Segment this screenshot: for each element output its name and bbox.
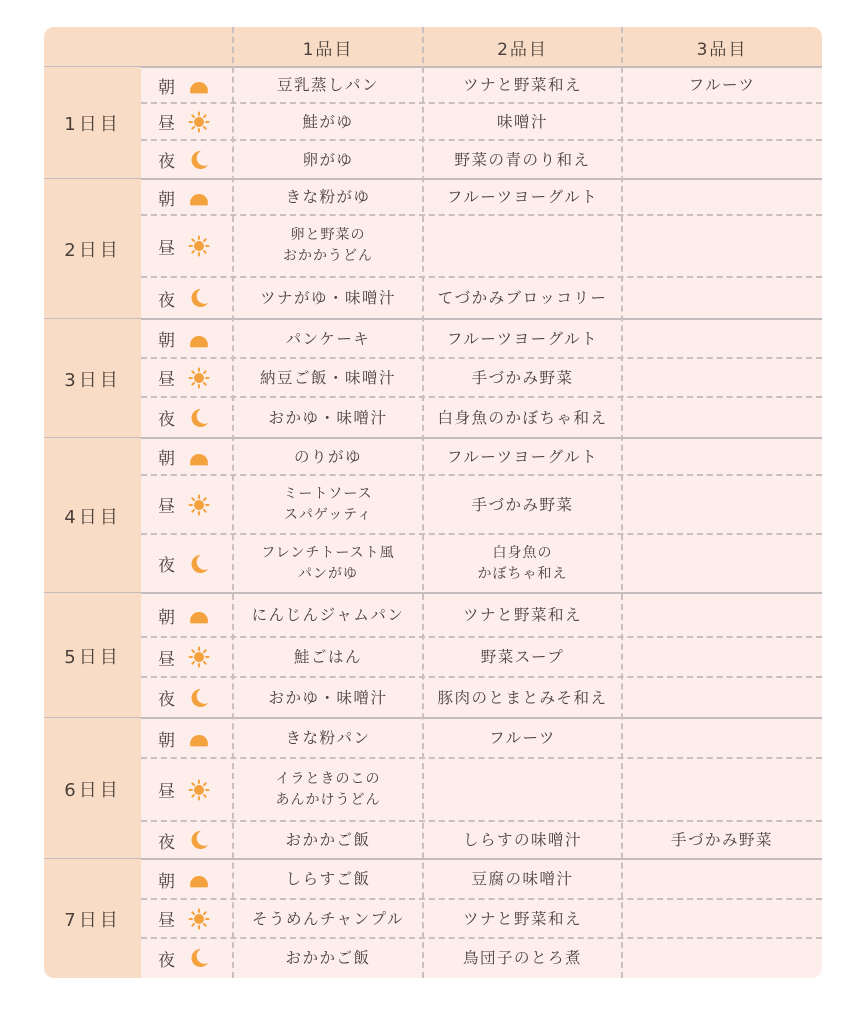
dish-cell: イラときのこの あんかけうどん <box>275 770 381 808</box>
dish-cell: しらすご飯 <box>285 870 371 888</box>
dish-cell <box>622 103 822 140</box>
sun-icon <box>188 494 210 516</box>
dish-cell: のりがゆ <box>293 447 362 466</box>
dish-cell <box>622 718 822 758</box>
dish-cell: にんじんジャムパン <box>251 606 405 624</box>
meal-label: 夜 <box>158 410 175 430</box>
sunrise-icon <box>188 328 210 350</box>
sunrise-icon <box>188 74 210 96</box>
meal-night <box>141 534 233 593</box>
sunrise-icon <box>188 446 210 468</box>
meal-night <box>141 140 233 179</box>
day-label: 2日目 <box>44 179 141 319</box>
meal-noon <box>141 475 233 534</box>
day-label: 6日目 <box>44 718 141 859</box>
meal-night <box>141 677 233 718</box>
day-label: 7日目 <box>44 859 141 978</box>
dish-cell <box>622 859 822 899</box>
dish-cell <box>423 758 622 821</box>
dish-cell: 卵がゆ <box>302 150 354 169</box>
meal-noon <box>141 899 233 938</box>
dish-cell <box>622 677 822 718</box>
dish-cell: おかかご飯 <box>285 831 371 849</box>
header-col-1: 1品目 <box>302 39 354 60</box>
meal-label: 朝 <box>158 449 175 469</box>
dish-cell: ツナと野菜和え <box>462 606 582 624</box>
dish-cell <box>622 899 822 938</box>
dish-cell: 鮭ごはん <box>293 648 362 666</box>
dish-cell: きな粉がゆ <box>285 188 371 206</box>
meal-night <box>141 821 233 859</box>
meal-morning <box>141 319 233 358</box>
day-label: 5日目 <box>44 593 141 718</box>
meal-label: 朝 <box>158 607 175 628</box>
dish-cell <box>622 593 822 637</box>
dish-cell <box>622 179 822 215</box>
meal-morning <box>141 859 233 899</box>
sunrise-icon <box>188 868 210 890</box>
dish-cell <box>622 534 822 593</box>
dish-cell: 味噌汁 <box>496 112 548 131</box>
dish-cell: 納豆ご飯・味噌汁 <box>259 368 396 387</box>
dish-cell: フルーツヨーグルト <box>446 188 599 206</box>
sun-icon <box>188 779 210 801</box>
meal-label: 朝 <box>158 77 175 98</box>
dish-cell: 卵と野菜の おかかうどん <box>283 227 373 264</box>
crescent-moon-icon <box>188 829 210 851</box>
meal-noon <box>141 358 233 397</box>
dish-cell: 野菜スープ <box>480 648 565 666</box>
header-col-2: 2品目 <box>497 39 548 60</box>
sunrise-icon <box>188 604 210 626</box>
crescent-moon-icon <box>188 149 210 171</box>
sun-icon <box>188 367 210 389</box>
dish-cell: 手づかみ野菜 <box>471 495 574 514</box>
dish-cell: てづかみブロッコリー <box>437 289 608 307</box>
dish-cell: パンケーキ <box>285 329 371 348</box>
crescent-moon-icon <box>188 287 210 309</box>
dish-cell <box>622 215 822 277</box>
meal-morning <box>141 593 233 637</box>
dish-cell <box>622 938 822 978</box>
crescent-moon-icon <box>188 553 210 575</box>
dish-cell <box>622 438 822 475</box>
crescent-moon-icon <box>188 407 210 429</box>
dish-cell: おかゆ・味噌汁 <box>268 688 388 707</box>
header-col-3: 3品目 <box>696 39 748 60</box>
dish-cell: 手づかみ野菜 <box>670 831 773 849</box>
day-label: 3日目 <box>44 319 141 438</box>
crescent-moon-icon <box>188 947 210 969</box>
dish-cell: フルーツ <box>489 729 556 747</box>
dish-cell: おかかご飯 <box>285 949 371 967</box>
meal-label: 昼 <box>158 238 175 259</box>
dish-cell: 白身魚の かぼちゃ和え <box>477 544 568 582</box>
meal-plan-table <box>44 27 822 978</box>
meal-morning <box>141 438 233 475</box>
day-label: 4日目 <box>44 438 141 593</box>
meal-label: 夜 <box>158 290 175 311</box>
sun-icon <box>188 111 210 133</box>
meal-label: 夜 <box>158 152 175 172</box>
dish-cell <box>423 215 622 277</box>
meal-label: 昼 <box>158 782 175 802</box>
dish-cell: 鳥団子のとろ煮 <box>462 949 582 967</box>
meal-morning <box>141 67 233 103</box>
meal-label: 夜 <box>158 690 175 710</box>
dish-cell: ツナがゆ・味噌汁 <box>259 289 396 307</box>
dish-cell: 手づかみ野菜 <box>471 368 574 387</box>
meal-night <box>141 397 233 438</box>
meal-label: 昼 <box>158 497 175 517</box>
sun-icon <box>188 646 210 668</box>
table-header <box>44 27 822 67</box>
meal-label: 昼 <box>158 649 175 670</box>
dish-cell: フルーツヨーグルト <box>446 447 599 466</box>
meal-night <box>141 938 233 978</box>
meal-label: 昼 <box>158 911 175 931</box>
meal-label: 昼 <box>158 370 175 390</box>
meal-noon <box>141 637 233 677</box>
meal-label: 夜 <box>158 832 175 853</box>
sun-icon <box>188 908 210 930</box>
column-divider <box>422 27 424 978</box>
meal-label: 朝 <box>158 730 175 751</box>
meal-noon <box>141 215 233 277</box>
dish-cell: 白身魚のかぼちゃ和え <box>437 408 608 427</box>
dish-cell: 野菜の青のり和え <box>454 150 591 169</box>
dish-cell <box>622 319 822 358</box>
dish-cell: ツナと野菜和え <box>462 76 582 94</box>
dish-cell <box>622 758 822 821</box>
dish-cell: フルーツヨーグルト <box>446 329 599 348</box>
meal-label: 昼 <box>158 114 175 134</box>
meal-label: 朝 <box>158 871 175 892</box>
dish-cell: きな粉パン <box>285 729 371 747</box>
column-divider <box>232 27 234 978</box>
sunrise-icon <box>188 186 210 208</box>
meal-noon <box>141 758 233 821</box>
meal-label: 朝 <box>158 189 175 210</box>
column-divider <box>621 27 623 978</box>
meal-morning <box>141 718 233 758</box>
dish-cell: 豆腐の味噌汁 <box>471 870 574 888</box>
meal-label: 夜 <box>158 950 175 971</box>
meal-noon <box>141 103 233 140</box>
sunrise-icon <box>188 727 210 749</box>
dish-cell: フレンチトースト風 パンがゆ <box>261 544 395 582</box>
meal-label: 夜 <box>158 556 175 576</box>
dish-cell <box>622 475 822 534</box>
dish-cell <box>622 140 822 179</box>
dish-cell: しらすの味噌汁 <box>462 831 582 849</box>
dish-cell: フルーツ <box>688 76 756 94</box>
dish-cell: ミートソース スパゲッティ <box>283 485 373 523</box>
dish-cell: 豚肉のとまとみそ和え <box>437 688 608 707</box>
dish-cell: 鮭がゆ <box>302 112 354 131</box>
dish-cell: ツナと野菜和え <box>462 909 582 928</box>
day-label: 1日目 <box>44 67 141 179</box>
crescent-moon-icon <box>188 687 210 709</box>
dish-cell <box>622 637 822 677</box>
dish-cell: 豆乳蒸しパン <box>276 76 379 94</box>
sun-icon <box>188 235 210 257</box>
meal-morning <box>141 179 233 215</box>
dish-cell <box>622 358 822 397</box>
dish-cell: おかゆ・味噌汁 <box>268 408 388 427</box>
dish-cell: そうめんチャンプル <box>252 909 404 928</box>
meal-label: 朝 <box>158 331 175 351</box>
meal-night <box>141 277 233 319</box>
dish-cell <box>622 277 822 319</box>
dish-cell <box>622 397 822 438</box>
